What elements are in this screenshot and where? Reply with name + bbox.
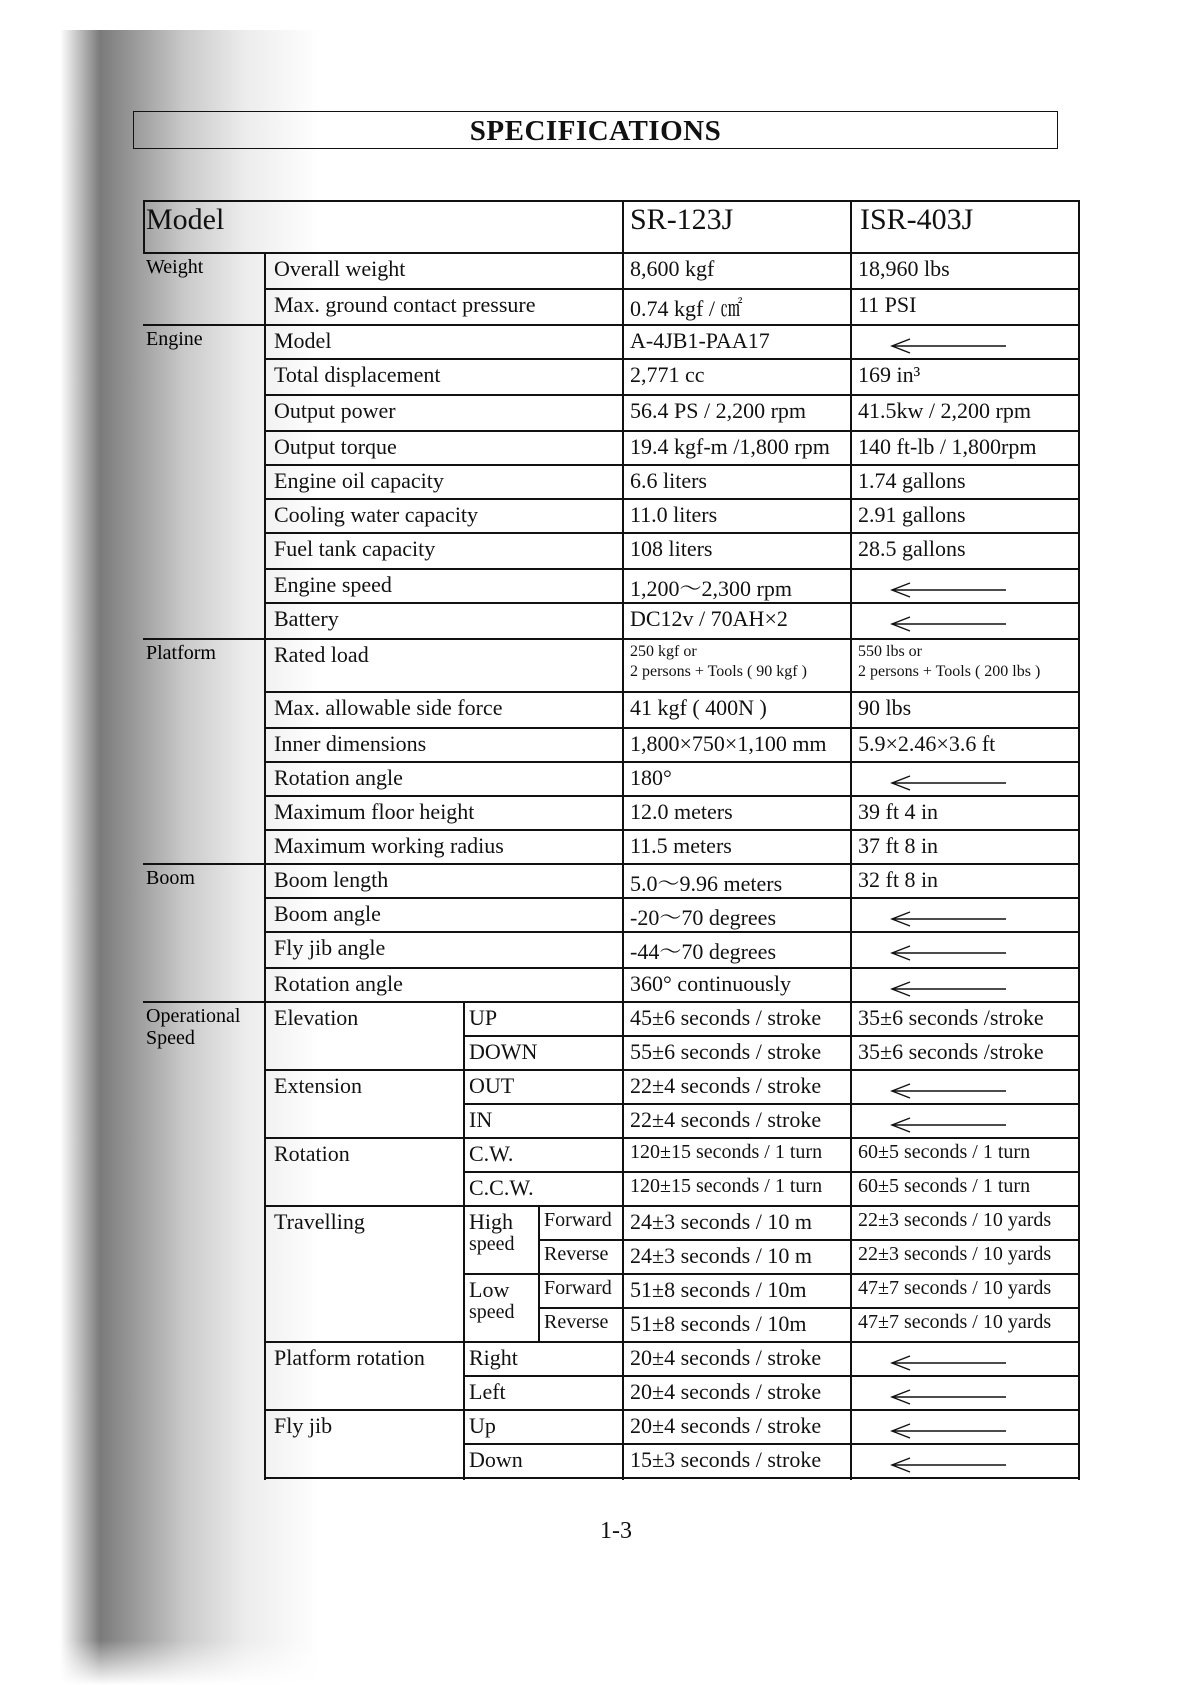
table-rule: [264, 1477, 1078, 1479]
op-value-sr123j: 120±15 seconds / 1 turn: [630, 1175, 823, 1197]
op-sub-label: Left: [469, 1379, 506, 1404]
table-rule: [264, 568, 1078, 570]
spec-value-sr123j: 11.0 liters: [630, 502, 718, 527]
table-rule: [143, 863, 264, 865]
table-rule: [264, 1409, 1078, 1411]
spec-value-isr403j: 2.91 gallons: [858, 502, 966, 527]
spec-row-label: Total displacement: [274, 362, 441, 387]
spec-value-sr123j: 11.5 meters: [630, 833, 732, 858]
spec-value-sr123j: -44〜70 degrees: [630, 939, 777, 964]
table-rule: [143, 200, 1078, 202]
spec-value-isr403j: 39 ft 4 in: [858, 799, 939, 824]
spec-row-label: Maximum working radius: [274, 833, 504, 858]
spec-value-sr123j: 6.6 liters: [630, 468, 707, 493]
op-group-label: Extension: [274, 1073, 362, 1098]
op-value-sr123j: 55±6 seconds / stroke: [630, 1039, 822, 1064]
op-sub-label: UP: [469, 1005, 498, 1030]
op-sub-label: IN: [469, 1107, 493, 1132]
op-value-sr123j: 51±8 seconds / 10m: [630, 1311, 807, 1336]
spec-row-label: Rotation angle: [274, 765, 403, 790]
op-value-isr403j: 47±7 seconds / 10 yards: [858, 1277, 1052, 1299]
table-rule: [463, 1001, 465, 1480]
spec-value-isr403j: 18,960 lbs: [858, 256, 950, 281]
op-sub-label: speed: [469, 1233, 515, 1255]
spec-row-label: Boom length: [274, 867, 389, 892]
table-rule: [264, 967, 1078, 969]
spec-row-label: Overall weight: [274, 256, 406, 281]
table-rule: [264, 1069, 1078, 1071]
spec-value-sr123j: 1,200〜2,300 rpm: [630, 576, 792, 601]
op-direction-label: Reverse: [544, 1243, 609, 1265]
spec-value-isr403j: 32 ft 8 in: [858, 867, 939, 892]
same-as-left-arrow-icon: [888, 1457, 1008, 1478]
spec-value-sr123j: 250 kgf or: [630, 643, 697, 660]
spec-value-isr403j: 11 PSI: [858, 292, 917, 317]
op-value-sr123j: 24±3 seconds / 10 m: [630, 1209, 812, 1234]
spec-value-isr403j: 2 persons + Tools ( 200 lbs ): [858, 663, 1041, 680]
spec-value-isr403j: 37 ft 8 in: [858, 833, 939, 858]
table-rule: [264, 430, 1078, 432]
table-rule: [264, 288, 1078, 290]
op-sub-label: Low: [469, 1277, 510, 1302]
section-engine: Engine: [146, 328, 203, 350]
table-rule: [463, 1375, 1078, 1377]
table-rule: [264, 829, 1078, 831]
table-rule: [264, 464, 1078, 466]
spec-row-label: Rated load: [274, 642, 369, 667]
table-rule: [463, 1443, 1078, 1445]
spec-row-label: Max. ground contact pressure: [274, 292, 536, 317]
spec-value-sr123j: 0.74 kgf / ㎠: [630, 296, 743, 321]
table-rule: [264, 727, 1078, 729]
table-rule: [264, 1205, 1078, 1207]
op-group-label: Fly jib: [274, 1413, 333, 1438]
same-as-left-arrow-icon: [888, 1083, 1008, 1104]
spec-value-sr123j: 19.4 kgf-m /1,800 rpm: [630, 434, 830, 459]
spec-row-label: Boom angle: [274, 901, 381, 926]
spec-row-label: Fuel tank capacity: [274, 536, 436, 561]
op-value-isr403j: 47±7 seconds / 10 yards: [858, 1311, 1052, 1333]
op-value-isr403j: 35±6 seconds /stroke: [858, 1005, 1044, 1030]
op-value-isr403j: 22±3 seconds / 10 yards: [858, 1209, 1052, 1231]
op-sub-label: Right: [469, 1345, 518, 1370]
spec-value-isr403j: 41.5kw / 2,200 rpm: [858, 398, 1031, 423]
op-value-sr123j: 15±3 seconds / stroke: [630, 1447, 822, 1472]
spec-value-sr123j: 360° continuously: [630, 971, 791, 996]
spec-value-isr403j: 550 lbs or: [858, 643, 922, 660]
spec-value-sr123j: 108 liters: [630, 536, 713, 561]
spec-value-sr123j: -20〜70 degrees: [630, 905, 777, 930]
spec-value-sr123j: 1,800×750×1,100 mm: [630, 731, 827, 756]
spec-value-sr123j: 2,771 cc: [630, 362, 705, 387]
table-rule: [264, 863, 1078, 865]
spec-row-label: Inner dimensions: [274, 731, 427, 756]
same-as-left-arrow-icon: [888, 911, 1008, 932]
op-sub-label: Down: [469, 1447, 523, 1472]
spec-value-sr123j: A-4JB1-PAA17: [630, 328, 770, 353]
table-rule: [143, 252, 264, 254]
table-rule: [264, 638, 1078, 640]
spec-value-isr403j: 28.5 gallons: [858, 536, 966, 561]
table-rule: [463, 1171, 1078, 1173]
table-rule: [264, 394, 1078, 396]
spec-value-sr123j: 180°: [630, 765, 672, 790]
scan-shadow-top: [0, 0, 330, 30]
op-sub-label: OUT: [469, 1073, 515, 1098]
same-as-left-arrow-icon: [888, 981, 1008, 1002]
same-as-left-arrow-icon: [888, 582, 1008, 603]
op-sub-label: speed: [469, 1301, 515, 1323]
op-sub-label: C.C.W.: [469, 1175, 534, 1200]
op-sub-label: C.W.: [469, 1141, 514, 1166]
op-sub-label: Up: [469, 1413, 496, 1438]
table-rule: [264, 761, 1078, 763]
section-boom: Boom: [146, 867, 195, 889]
same-as-left-arrow-icon: [888, 1117, 1008, 1138]
section-platform: Platform: [146, 642, 216, 664]
op-direction-label: Forward: [544, 1209, 612, 1231]
table-rule: [143, 638, 264, 640]
op-value-sr123j: 24±3 seconds / 10 m: [630, 1243, 812, 1268]
table-rule: [264, 532, 1078, 534]
table-rule: [143, 200, 145, 252]
same-as-left-arrow-icon: [888, 945, 1008, 966]
spec-value-isr403j: 140 ft-lb / 1,800rpm: [858, 434, 1037, 459]
op-value-isr403j: 60±5 seconds / 1 turn: [858, 1141, 1031, 1163]
spec-row-label: Battery: [274, 606, 339, 631]
table-rule: [463, 1273, 1078, 1275]
op-group-label: Travelling: [274, 1209, 365, 1234]
op-group-label: Elevation: [274, 1005, 359, 1030]
table-rule: [538, 1239, 1078, 1241]
table-rule: [622, 200, 624, 1480]
scan-shadow-bottom: [0, 1640, 330, 1685]
same-as-left-arrow-icon: [888, 1355, 1008, 1376]
op-direction-label: Reverse: [544, 1311, 609, 1333]
op-value-sr123j: 22±4 seconds / stroke: [630, 1073, 822, 1098]
table-rule: [264, 498, 1078, 500]
section-weight: Weight: [146, 256, 204, 278]
spec-value-sr123j: 2 persons + Tools ( 90 kgf ): [630, 663, 807, 680]
op-direction-label: Forward: [544, 1277, 612, 1299]
page-number: 1-3: [600, 1518, 632, 1544]
op-group-label: Rotation: [274, 1141, 350, 1166]
op-value-sr123j: 20±4 seconds / stroke: [630, 1413, 822, 1438]
model-isr403j-header: ISR-403J: [860, 203, 974, 236]
op-sub-label: High: [469, 1209, 513, 1234]
table-rule: [264, 691, 1078, 693]
op-value-isr403j: 60±5 seconds / 1 turn: [858, 1175, 1031, 1197]
spec-row-label: Engine oil capacity: [274, 468, 444, 493]
table-rule: [264, 1341, 1078, 1343]
table-rule: [850, 200, 852, 1480]
table-rule: [463, 1103, 1078, 1105]
same-as-left-arrow-icon: [888, 616, 1008, 637]
table-rule: [264, 324, 1078, 326]
op-value-sr123j: 120±15 seconds / 1 turn: [630, 1141, 823, 1163]
op-value-sr123j: 20±4 seconds / stroke: [630, 1345, 822, 1370]
op-value-sr123j: 51±8 seconds / 10m: [630, 1277, 807, 1302]
op-sub-label: DOWN: [469, 1039, 538, 1064]
spec-row-label: Fly jib angle: [274, 935, 386, 960]
spec-value-isr403j: 169 in³: [858, 362, 921, 387]
spec-row-label: Output power: [274, 398, 396, 423]
spec-row-label: Max. allowable side force: [274, 695, 503, 720]
op-group-label: Platform rotation: [274, 1345, 425, 1370]
op-value-isr403j: 35±6 seconds /stroke: [858, 1039, 1044, 1064]
table-rule: [463, 1035, 1078, 1037]
spec-value-sr123j: DC12v / 70AH×2: [630, 606, 788, 631]
op-value-sr123j: 22±4 seconds / stroke: [630, 1107, 822, 1132]
op-value-sr123j: 20±4 seconds / stroke: [630, 1379, 822, 1404]
spec-value-isr403j: 90 lbs: [858, 695, 912, 720]
same-as-left-arrow-icon: [888, 1389, 1008, 1410]
table-rule: [538, 1205, 540, 1341]
spec-value-isr403j: 1.74 gallons: [858, 468, 966, 493]
spec-value-isr403j: 5.9×2.46×3.6 ft: [858, 731, 996, 756]
same-as-left-arrow-icon: [888, 338, 1008, 359]
model-header-label: Model: [146, 203, 225, 236]
spec-row-label: Cooling water capacity: [274, 502, 479, 527]
section-operational-speed: Speed: [146, 1027, 195, 1049]
table-rule: [264, 1137, 1078, 1139]
table-rule: [143, 252, 1078, 254]
table-rule: [538, 1307, 1078, 1309]
spec-row-label: Model: [274, 328, 332, 353]
table-rule: [143, 324, 264, 326]
spec-value-sr123j: 41 kgf ( 400N ): [630, 695, 767, 720]
model-sr123j-header: SR-123J: [630, 203, 734, 236]
spec-row-label: Maximum floor height: [274, 799, 475, 824]
op-value-isr403j: 22±3 seconds / 10 yards: [858, 1243, 1052, 1265]
spec-value-sr123j: 12.0 meters: [630, 799, 733, 824]
spec-value-sr123j: 5.0〜9.96 meters: [630, 871, 783, 896]
table-rule: [1078, 200, 1080, 1480]
same-as-left-arrow-icon: [888, 775, 1008, 796]
same-as-left-arrow-icon: [888, 1423, 1008, 1444]
table-rule: [143, 1001, 264, 1003]
op-value-sr123j: 45±6 seconds / stroke: [630, 1005, 822, 1030]
section-operational-speed: Operational: [146, 1005, 241, 1027]
page-title: SPECIFICATIONS: [133, 111, 1058, 149]
spec-row-label: Output torque: [274, 434, 397, 459]
spec-row-label: Rotation angle: [274, 971, 403, 996]
table-rule: [264, 252, 266, 1480]
spec-value-sr123j: 8,600 kgf: [630, 256, 715, 281]
spec-row-label: Engine speed: [274, 572, 392, 597]
spec-value-sr123j: 56.4 PS / 2,200 rpm: [630, 398, 807, 423]
